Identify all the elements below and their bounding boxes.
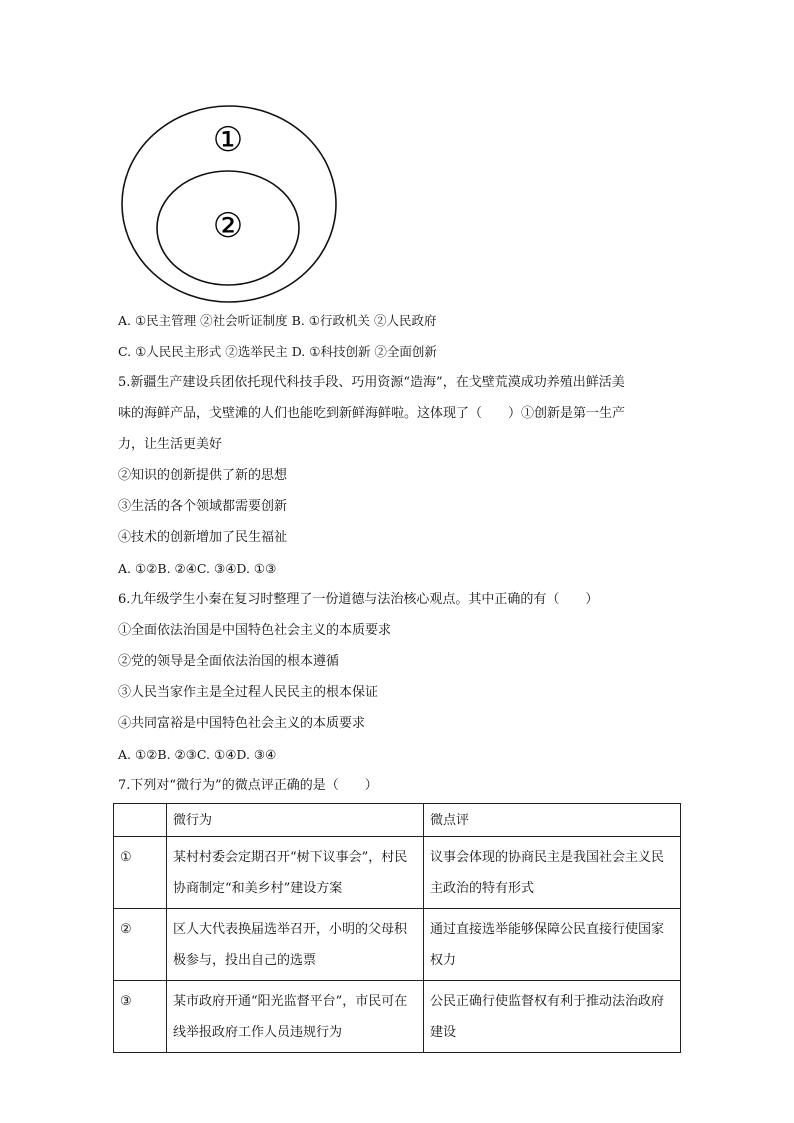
table-row [114, 837, 681, 909]
row-number: ③ [114, 981, 167, 1053]
table-row [114, 981, 681, 1053]
q6-item-1: ①全面依法治国是中国特色社会主义的本质要求 [118, 623, 392, 638]
table-header-action: 微行为 [167, 804, 424, 837]
q4-options-line-1: A. ①民主管理 ②社会听证制度 B. ①行政机关 ②人民政府 [118, 313, 437, 328]
q5-stem-line-3: 力，让生活更美好 [118, 437, 223, 452]
q5-item-2: ②知识的创新提供了新的思想 [118, 468, 288, 483]
q6-item-2: ②党的领导是全面依法治国的根本遵循 [118, 654, 340, 669]
q6-item-4: ④共同富裕是中国特色社会主义的本质要求 [118, 716, 366, 731]
table-header-number [114, 804, 167, 837]
row-number: ① [114, 837, 167, 909]
inner-circle-label: ② [212, 206, 244, 246]
q5-stem-line-2: 味的海鲜产品，戈壁滩的人们也能吃到新鲜海鲜啦。这体现了（ ）①创新是第一生产 [118, 406, 626, 421]
q5-item-3: ③生活的各个领域都需要创新 [118, 499, 288, 514]
outer-circle-label: ① [212, 120, 244, 160]
q7-table [113, 803, 681, 1053]
q6-options: A. ①②B. ②③C. ①④D. ③④ [118, 747, 277, 762]
table-row [114, 909, 681, 981]
row-number: ② [114, 909, 167, 981]
q6-item-3: ③人民当家作主是全过程人民民主的根本保证 [118, 685, 379, 700]
table-header-comment: 微点评 [424, 804, 681, 837]
q5-options: A. ①②B. ②④C. ③④D. ①③ [118, 561, 277, 576]
q7-stem: 7.下列对“微行为”的微点评正确的是（ ） [118, 778, 378, 793]
row-action: 某村村委会定期召开“树下议事会”，村民协商制定“和美乡村”建设方案 [167, 837, 424, 909]
q4-options-line-2: C. ①人民民主形式 ②选举民主 D. ①科技创新 ②全面创新 [118, 344, 437, 359]
table-header-row [114, 804, 681, 837]
row-comment: 议事会体现的协商民主是我国社会主义民主政治的特有形式 [424, 837, 681, 909]
row-action: 某市政府开通“阳光监督平台”，市民可在线举报政府工作人员违规行为 [167, 981, 424, 1053]
q5-stem-line-1: 5.新疆生产建设兵团依托现代科技手段、巧用资源“造海”，在戈壁荒漠成功养殖出鲜活美 [118, 375, 625, 390]
q5-item-4: ④技术的创新增加了民生福祉 [118, 530, 288, 545]
row-action: 区人大代表换届选举召开，小明的父母积极参与，投出自己的选票 [167, 909, 424, 981]
row-comment: 公民正确行使监督权有利于推动法治政府建设 [424, 981, 681, 1053]
row-comment: 通过直接选举能够保障公民直接行使国家权力 [424, 909, 681, 981]
q6-stem: 6.九年级学生小秦在复习时整理了一份道德与法治核心观点。其中正确的有（ ） [118, 592, 599, 607]
nested-circle-diagram [120, 104, 338, 304]
